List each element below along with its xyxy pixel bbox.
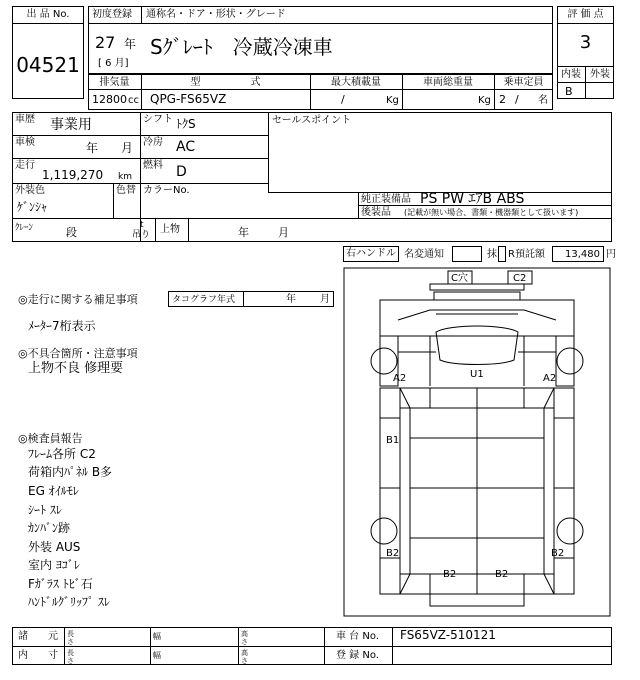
first-reg-label: 初度登録 — [92, 9, 132, 20]
score: 3 — [579, 32, 592, 53]
crane-label: ｸﾚｰﾝ — [15, 223, 34, 233]
name-change-label: 名変通知 — [404, 249, 444, 260]
ac-label: 冷房 — [143, 137, 163, 148]
ac: AC — [176, 139, 196, 155]
inspector-item: ｶﾝﾊﾞﾝ跡 — [28, 521, 71, 535]
capacity-slash: / — [515, 93, 519, 106]
upper-month: 月 — [278, 226, 289, 239]
history: 事業用 — [50, 117, 92, 133]
crane-stage: 段 — [66, 226, 77, 239]
aftermarket-note: (記載が無い場合、書類・機器類として扱います) — [404, 208, 579, 217]
running-note: ﾒｰﾀｰ7桁表示 — [28, 319, 96, 333]
shift-label: シフト — [143, 114, 173, 125]
year-unit: 年 — [124, 37, 137, 51]
inspector-item: 室内 ﾖｺﾞﾚ — [28, 558, 80, 572]
color-change-label: 色替 — [116, 185, 136, 196]
dims-length-label: 長さ — [67, 630, 74, 646]
inspector-item: ﾊﾝﾄﾞﾙｸﾞﾘｯﾌﾟ ｽﾚ — [28, 595, 110, 609]
mark-b2-left: B2 — [386, 548, 400, 559]
chassis-no: FS65VZ-510121 — [400, 628, 496, 642]
equipment-label: 純正装備品 — [361, 194, 411, 205]
yen-unit: 円 — [606, 249, 616, 260]
interior-dims-label: 内 寸 — [18, 650, 58, 661]
max-load: / — [341, 93, 345, 106]
model-name: Sｸﾞﾚｰﾄ 冷蔵冷凍車 — [150, 35, 333, 59]
inspection-label: 車検 — [15, 137, 35, 148]
tacho-month: 月 — [320, 294, 330, 305]
mark-c-hole: C穴 — [451, 273, 468, 284]
max-load-unit: Kg — [386, 95, 399, 106]
mileage-unit: km — [118, 172, 132, 182]
displacement-unit: cc — [128, 95, 139, 106]
chassis-label: 車 台 No. — [336, 631, 379, 642]
capacity: 2 — [499, 93, 506, 106]
mark-b2-rear-left: B2 — [443, 569, 457, 580]
mileage-label: 走行 — [15, 160, 35, 171]
mark-b2-right: B2 — [551, 548, 565, 559]
capacity-unit: 名 — [538, 95, 548, 106]
exterior-grade-label: 外装 — [590, 69, 610, 80]
model-code-label: 型 式 — [190, 77, 261, 88]
tacho-year: 年 — [286, 294, 296, 305]
mark-c2: C2 — [513, 273, 527, 284]
max-load-label: 最大積載量 — [331, 77, 381, 88]
crane-ton: t — [140, 220, 144, 230]
recycle-deposit: 13,480 — [565, 249, 600, 260]
aftermarket-label: 後装品 — [361, 207, 391, 218]
interior-grade: B — [565, 85, 573, 98]
interior-length-label: 長さ — [67, 649, 74, 665]
mark-a2-left: A2 — [393, 373, 407, 384]
capacity-label: 乗車定員 — [503, 77, 544, 88]
upper-year: 年 — [238, 226, 249, 239]
model-code: QPG-FS65VZ — [150, 92, 227, 106]
reg-no-label: 登 録 No. — [336, 650, 379, 661]
mark-a2-right: A2 — [543, 373, 557, 384]
mark-u1: U1 — [470, 369, 484, 380]
dims-label: 諸 元 — [18, 631, 58, 642]
inspector-item: EG ｵｲﾙﾓﾚ — [28, 484, 79, 498]
mark-b2-rear-right: B2 — [495, 569, 509, 580]
color: ｹﾞﾝｼｬ — [17, 200, 48, 214]
inspector-label: ◎検査員報告 — [18, 432, 83, 445]
year: 27 — [95, 33, 116, 52]
mileage: 1,119,270 — [42, 168, 104, 182]
title-label: 通称名・ドア・形状・グレード — [146, 9, 286, 20]
inspection-month: 月 — [121, 141, 134, 155]
inspection-year: 年 — [86, 141, 99, 155]
gross-weight-label: 車両総重量 — [423, 77, 473, 88]
inspector-item: ﾌﾚｰﾑ各所 C2 — [28, 447, 96, 461]
shift: ﾄｸS — [176, 117, 196, 131]
recycle-label: R預託額 — [508, 249, 545, 260]
defects-note: 上物不良 修理要 — [28, 361, 124, 376]
deregistration-label: 抹 — [487, 249, 497, 260]
lot-no: 04521 — [16, 53, 80, 77]
rhd-tag: 右ハンドル — [343, 246, 399, 262]
crane-hang: 吊り — [132, 230, 151, 240]
interior-height-label: 高さ — [241, 649, 248, 665]
interior-grade-label: 内装 — [561, 69, 581, 80]
history-label: 車歴 — [15, 114, 35, 125]
fuel-label: 燃料 — [143, 160, 163, 171]
dims-width-label: 幅 — [153, 632, 161, 641]
interior-width-label: 幅 — [153, 651, 161, 660]
upper-label: 上物 — [160, 224, 180, 235]
mark-b1: B1 — [386, 435, 400, 446]
color-no-label: カラーNo. — [143, 185, 190, 196]
lot-no-label: 出 品 No. — [26, 9, 70, 20]
displacement: 12800 — [92, 93, 127, 106]
dims-height-label: 高さ — [241, 630, 248, 646]
tachograph-label: タコグラフ年式 — [172, 295, 236, 305]
equipment: PS PW ｴｱB ABS — [420, 191, 525, 207]
score-label: 評 価 点 — [567, 9, 604, 20]
running-label: ◎走行に関する補足事項 — [18, 293, 138, 306]
reg-month: [ 6 月] — [98, 58, 129, 69]
inspector-item: 荷箱内ﾊﾟﾈﾙ B多 — [28, 465, 113, 479]
displacement-label: 排気量 — [99, 77, 130, 88]
fuel: D — [176, 164, 187, 180]
defects-label: ◎不具合箇所・注意事項 — [18, 347, 138, 360]
inspector-item: ｼｰﾄ ｽﾚ — [28, 503, 62, 517]
color-label: 外装色 — [15, 185, 45, 196]
sales-point-label: セールスポイント — [272, 115, 352, 126]
inspector-item: Fｶﾞﾗｽ ﾄﾋﾞ石 — [28, 577, 93, 591]
inspector-item: 外装 AUS — [28, 540, 81, 554]
gross-weight-unit: Kg — [478, 95, 491, 106]
